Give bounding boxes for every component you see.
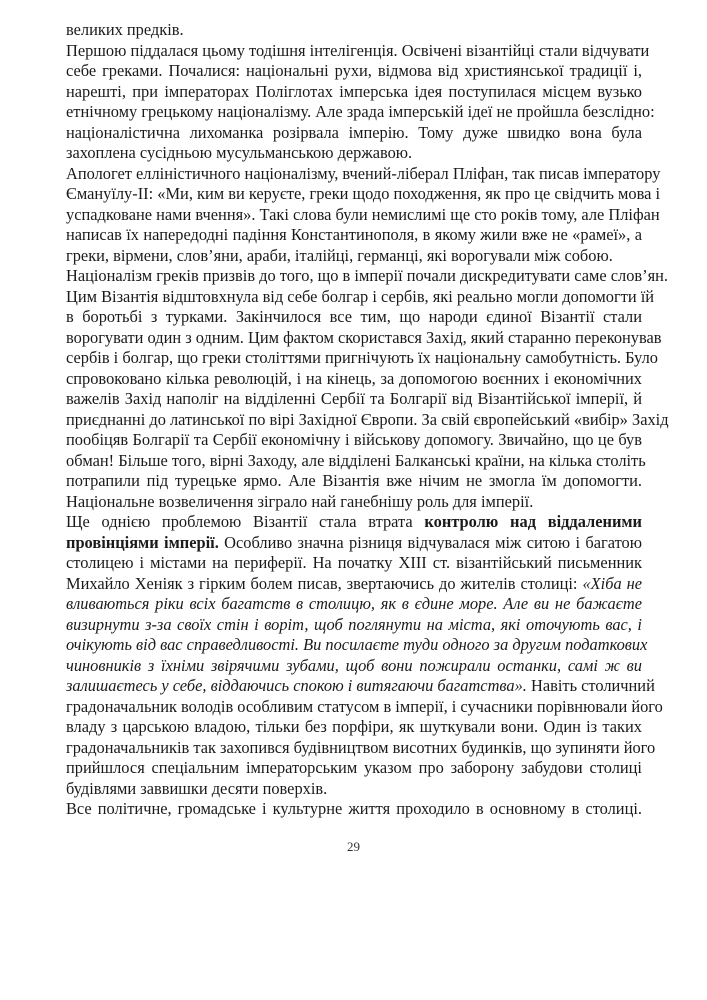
text-line [66,204,660,226]
text-line [66,82,642,103]
text-line [66,615,642,636]
bold-text: контролю над віддаленими [424,512,643,531]
text-line [66,471,642,492]
text-line [66,389,642,410]
text-line [66,348,658,369]
italic-quote: визирнути з-за своїх стін і воріт, щоб поглянути на міста, які оточують вас, і [66,614,642,634]
italic-quote: очікують від вас справедливості. Ви посилаєте туди одного за другим податкових [66,635,648,654]
text-line [66,327,662,349]
text-line [66,779,642,800]
text-line [66,533,642,554]
text-line [66,163,661,185]
text-span: Апологет елліністичного націоналізму, вчений-ліберал Пліфан, так писав імператору [66,163,661,183]
text-span: нарешті, при імператорах Поліглотах імперська ідея поступилася місцем вузько [66,81,642,101]
text-line [66,696,663,718]
text-span: греки, вірмени, слов’яни, араби, італійці, германці, які ворогували між собою. [66,245,613,265]
text-span: написав їх напередодні падіння Константинополя, в якому жили вже не «рамеї», а [66,225,642,244]
text-line [66,758,642,779]
text-line [66,102,655,123]
text-line [66,184,661,205]
text-line [66,409,669,431]
text-line [66,676,655,697]
italic-quote: чиновників з їхніми звірячими зубами, щоб вони пожирали останки, самі ж ви [66,655,642,675]
text-line [66,40,650,62]
text-span: владу з царською владою, тільки без порфіри, як шуткували вони. Один із таких [66,717,642,736]
text-line [66,450,646,472]
text-span: сербів і болгар, що греки століттями пригнічують їх національну самобутність. Було [66,348,658,367]
text-span: етнічному грецькому націоналізму. Але зрада імперській ідеї не пройшла безслідно: [66,102,655,121]
text-span: Цим Візантія відштовхнула від себе болгар і сербів, які реально могли допомогти їй [66,286,655,306]
text-span: прийшлося спеціальним імператорським указом про заборону забудови столиці [66,758,642,777]
text-line [66,553,642,574]
text-span: Особливо значна різниця відчувалася між ситою і багатою [218,532,642,552]
text-span: Першою піддалася цьому тодішня інтелігенція. Освічені візантійці стали відчувати [66,40,650,60]
text-line [66,61,642,82]
text-span: ворогувати один з одним. Цим фактом скористався Захід, який старанно переконував [66,327,662,347]
body-text [66,20,669,820]
text-line [66,225,642,246]
text-line [66,307,642,328]
text-span: захоплена сусідньою мусульманською державою. [66,143,413,162]
text-line [66,492,642,513]
text-line [66,123,642,144]
text-span: себе греками. Почалися: національні рухи, відмова від християнської традиції і, [66,61,642,80]
text-span: в боротьбі з турками. Закінчилося все тим, що народи єдиної Візантії стали [66,307,642,326]
text-span: Ще однією проблемою Візантії стала втрата [66,512,425,531]
italic-quote: залишаєтесь у себе, віддаючись спокою і витягаючи багатства». [66,676,527,695]
text-span: великих предків. [66,20,184,39]
text-span: Михайло Хеніяк з гірким болем писав, звертаючись до жителів столиці: [66,573,583,593]
text-line [66,143,642,164]
text-line [66,286,655,308]
bold-text: провінціями імперії. [66,532,219,552]
text-span: столицею і містами на периферії. На початку XIII ст. візантійський письменник [66,553,642,572]
text-span: градоначальник володів особливим статусом в імперії, і сучасники порівнювали його [66,696,663,716]
text-span: потрапили під турецьке ярмо. Але Візантія вже нічим не змогла їм допомогти. [66,471,642,490]
text-span: націоналістична лихоманка розірвала імперію. Тому дуже швидко вона була [66,122,642,142]
text-line [66,799,642,820]
italic-quote: вливаються ріки всіх багатств в столицю, як в єдине море. Але ви не бажаєте [66,594,642,613]
text-line [66,512,642,533]
page-number: 29 [347,839,360,854]
text-span: важелів Захід наполіг на відділенні Сербії та Болгарії від Візантійської імперії, й [66,389,642,408]
text-span: будівлями заввишки десяти поверхів. [66,778,328,798]
text-span: Навіть столичний [526,676,655,695]
text-line [66,369,642,390]
text-span: Ємануїлу-ІІ: «Ми, ким ви керуєте, греки щодо походження, як про це свідчить мова і [66,184,661,203]
text-line [66,246,642,267]
italic-quote: «Хіба не [582,573,642,593]
text-line [66,594,642,615]
text-line [66,430,642,451]
text-line [66,635,648,656]
text-line [66,717,642,738]
text-span: пообіцяв Болгарії та Сербії економічну і військову допомогу. Звичайно, що це був [66,430,642,449]
text-span: успадковане нами вчення». Такі слова були немислимі ще сто років тому, але Пліфан [66,204,660,224]
text-span: Все політичне, громадське і культурне життя проходило в основному в столиці. [66,799,642,818]
text-line [66,656,642,677]
text-span: приєднанні до латинської по вірі Західної Європи. За свій європейський «вибір» Захід [66,409,669,429]
text-span: градоначальників так захопився будівництвом висотних будинків, що зупиняти його [66,737,656,757]
text-line [66,737,656,759]
text-line [66,574,642,595]
text-span: Національне возвеличення зіграло най ганебнішу роль для імперії. [66,491,534,511]
text-line [66,20,642,41]
text-span: Націоналізм греків призвів до того, що в імперії почали дискредитувати саме слов’ян. [66,266,669,285]
text-span: спровоковано кілька революцій, і на кінець, за допомогою воєнних і економічних [66,368,642,388]
text-line [66,266,669,287]
text-span: обман! Більше того, вірні Заходу, але відділені Балканські країни, на кілька століть [66,450,646,470]
